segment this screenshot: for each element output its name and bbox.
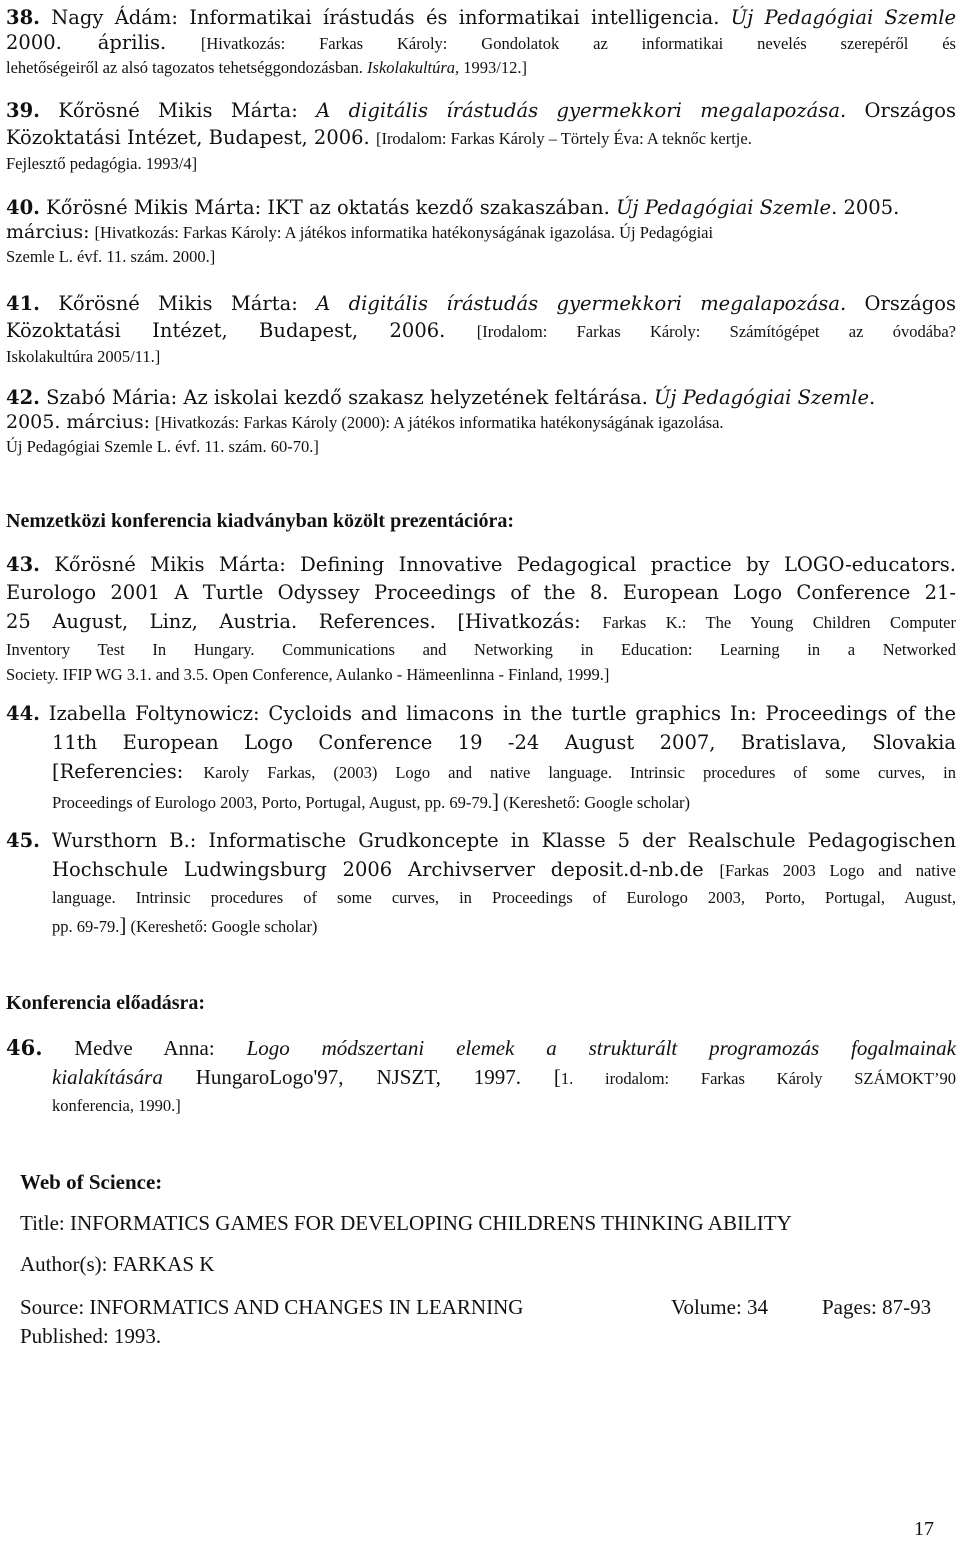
reference-line: 44. Izabella Foltynowicz: Cycloids and limacons in the turtle graphics In: Proceedings of the [6,702,956,725]
wos-heading: Web of Science: [20,1170,163,1194]
reference-line: 43. Kőrösné Mikis Márta: Defining Innovative Pedagogical practice by LOGO-educators. [6,553,956,576]
reference-38 [6,4,956,79]
reference-line: Közoktatási Intézet, Budapest, 2006. [Irodalom: Farkas Károly: Számítógépet az óvodába? [6,319,956,342]
reference-line: Új Pedagógiai Szemle L. évf. 11. szám. 60-70.] [6,437,319,456]
wos-source: Source: INFORMATICS AND CHANGES IN LEARNING [20,1295,524,1319]
reference-line: Hochschule Ludwingsburg 2006 Archivserver deposit.d-nb.de [Farkas 2003 Logo and native [52,858,957,881]
reference-line: kialakítására HungaroLogo'97, NJSZT, 1997. [1. irodalom: Farkas Károly SZÁMOKT’90 [52,1065,956,1089]
reference-line: Proceedings of Eurologo 2003, Porto, Portugal, August, pp. 69-79.] (Kereshető: Google scholar) [52,789,691,813]
reference-line: Szemle L. évf. 11. szám. 2000.] [6,247,216,266]
reference-number: 42. [6,386,40,409]
reference-46 [6,1033,956,1119]
reference-line: 42. Szabó Mária: Az iskolai kezdő szakasz helyzetének feltárása. Új Pedagógiai Szemle. [6,386,876,409]
reference-44 [6,699,956,817]
reference-number: 46. [6,1035,43,1060]
reference-line: pp. 69-79.] (Kereshető: Google scholar) [52,913,318,937]
reference-line: language. Intrinsic procedures of some curves, in Proceedings of Eurologo 2003, Porto, Portugal, August, [52,888,956,907]
reference-line: konferencia, 1990.] [52,1096,181,1115]
reference-line: [Referencies: Karoly Farkas, (2003) Logo and native language. Intrinsic procedures of some curves, in [52,760,956,783]
reference-45 [6,826,956,941]
reference-40 [6,194,956,268]
wos-volume: Volume: 34 [671,1295,769,1319]
wos-title: Title: INFORMATICS GAMES FOR DEVELOPING CHILDRENS THINKING ABILITY [20,1211,792,1235]
reference-43 [6,551,956,687]
reference-line: Eurologo 2001 A Turtle Odyssey Proceedings of the 8. European Logo Conference 21- [6,581,956,604]
section-heading: Nemzetközi konferencia kiadványban közölt prezentációra: [6,510,515,532]
reference-number: 44. [6,702,40,725]
reference-line: Fejlesztő pedagógia. 1993/4] [6,154,198,173]
reference-line: Közoktatási Intézet, Budapest, 2006. [Irodalom: Farkas Károly – Törtely Éva: A teknőc kertje. [6,126,752,149]
reference-number: 41. [6,292,40,315]
reference-line: 11th European Logo Conference 19 -24 August 2007, Bratislava, Slovakia [52,731,956,754]
section-heading: Konferencia előadásra: [6,992,206,1014]
wos-authors: Author(s): FARKAS K [20,1252,215,1276]
wos-published: Published: 1993. [20,1324,162,1348]
reference-line: 2005. március: [Hivatkozás: Farkas Károly (2000): A játékos informatika hatékonyságának igazolása. [6,411,724,433]
journal-title: Új Pedagógiai Szemle [730,6,956,29]
reference-line: 38. Nagy Ádám: Informatikai írástudás és informatikai intelligencia. Új Pedagógiai Szemle [6,6,956,29]
reference-line: 45. Wursthorn B.: Informatische Grudkoncepte in Klasse 5 der Realschule Pedagogischen [6,829,957,852]
reference-line: 2000. április. [Hivatkozás: Farkas Károly: Gondolatok az informatikai nevelés szerepéről és [6,31,956,54]
reference-number: 45. [6,829,40,852]
reference-line: 41. Kőrösné Mikis Márta: A digitális írástudás gyermekkori megalapozása. Országos [6,292,956,315]
reference-39 [6,97,956,175]
reference-number: 43. [6,553,40,576]
reference-42 [6,384,956,458]
reference-41 [6,290,956,368]
reference-line: Society. IFIP WG 3.1. and 3.5. Open Conference, Aulanko - Hämeenlinna - Finland, 1999.] [6,665,610,684]
reference-line: 40. Kőrösné Mikis Márta: IKT az oktatás kezdő szakaszában. Új Pedagógiai Szemle. 2005. [6,196,900,219]
reference-number: 39. [6,99,40,122]
reference-line: 46. Medve Anna: Logo módszertani elemek a strukturált programozás fogalmainak [6,1035,956,1060]
reference-line: március: [Hivatkozás: Farkas Károly: A játékos informatika hatékonyságának igazolása. Új Pedagógiai [6,221,714,243]
reference-line: Iskolakultúra 2005/11.] [6,347,161,366]
reference-line: Inventory Test In Hungary. Communications and Networking in Education: Learning in a Networked [6,640,956,659]
reference-line: 39. Kőrösné Mikis Márta: A digitális írástudás gyermekkori megalapozása. Országos [6,99,956,122]
reference-line: 25 August, Linz, Austria. References. [Hivatkozás: Farkas K.: The Young Children Computer [6,610,957,633]
reference-number: 38. [6,6,40,29]
reference-line: lehetőségeiről az alsó tagozatos tehetséggondozásban. Iskolakultúra, 1993/12.] [6,58,528,77]
wos-pages: Pages: 87-93 [822,1295,932,1319]
page-number: 17 [914,1518,934,1540]
reference-number: 40. [6,196,40,219]
